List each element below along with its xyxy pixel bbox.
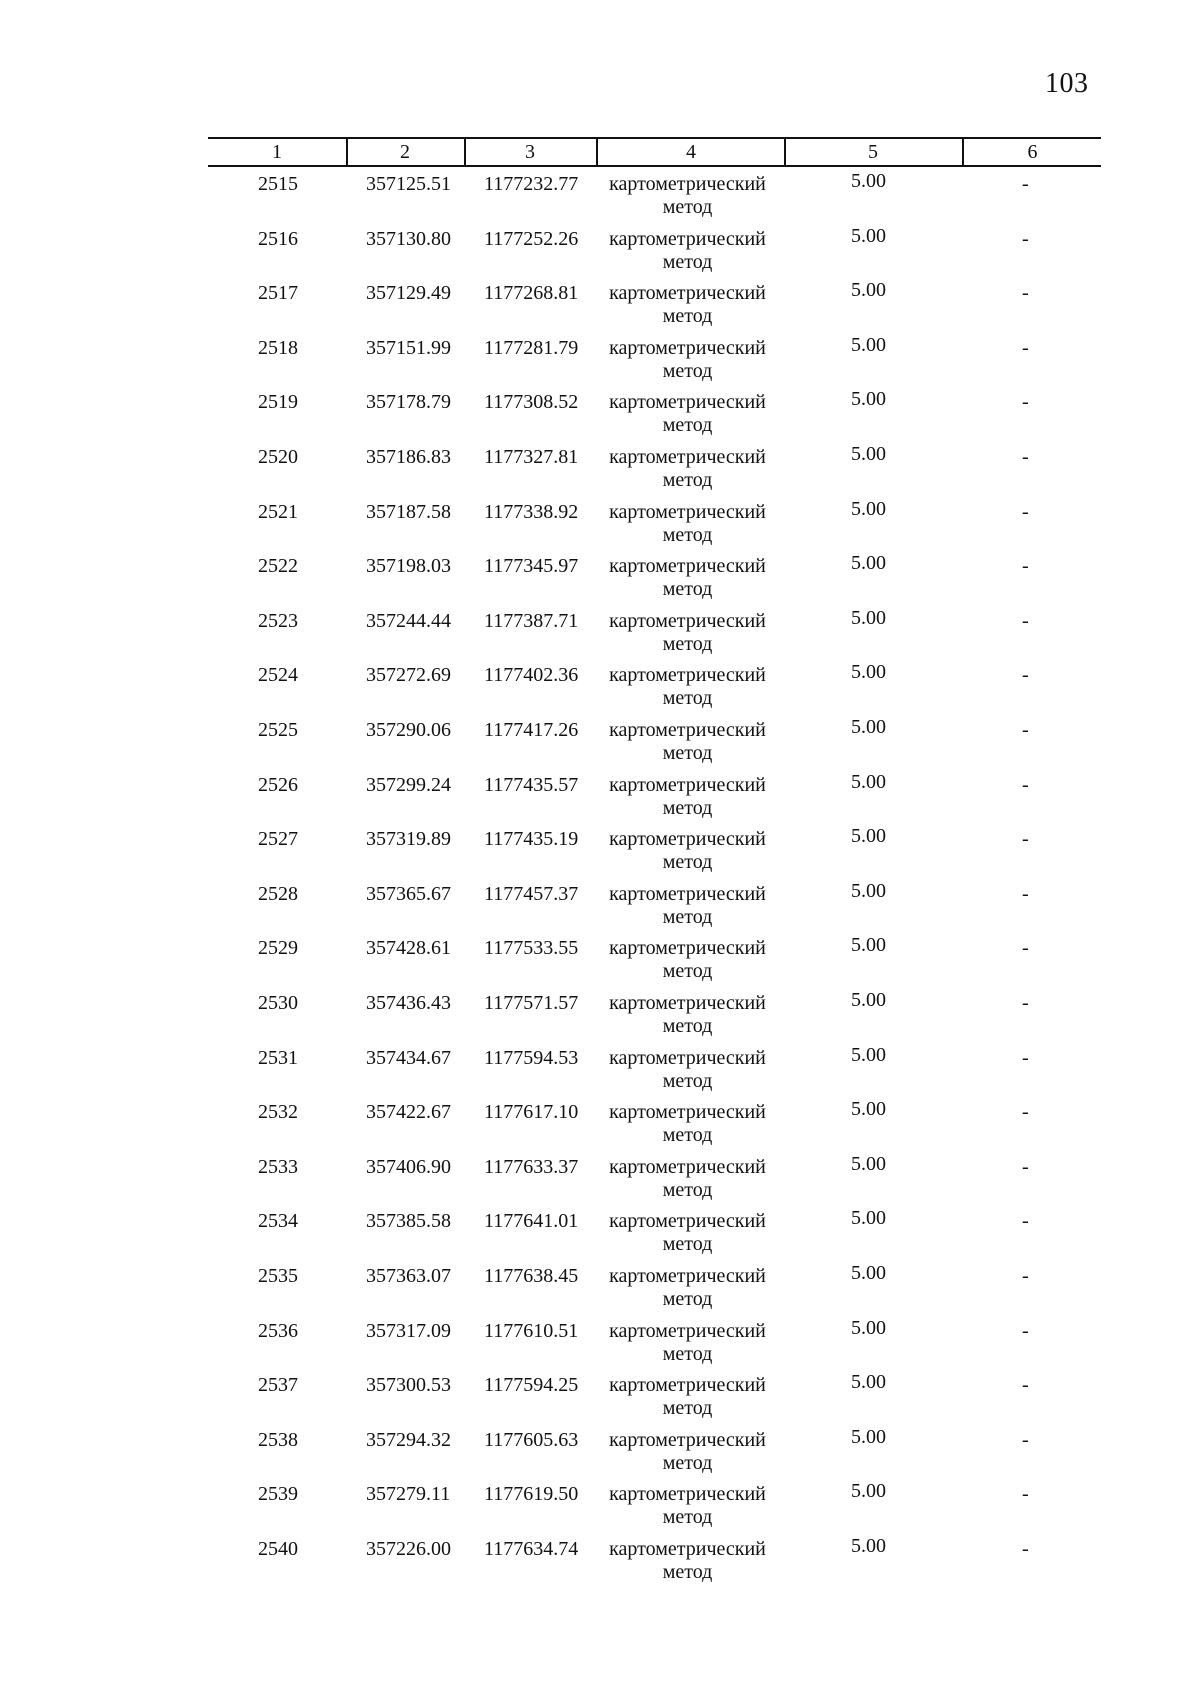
y-coordinate: 1177571.57	[484, 992, 579, 1014]
point-number: 2539	[258, 1483, 298, 1506]
x-coordinate: 357317.09	[366, 1319, 451, 1342]
table-row	[0, 333, 1200, 391]
y-coordinate: 1177308.52	[484, 391, 579, 414]
method-cell	[590, 446, 785, 492]
table-row	[0, 1425, 1200, 1483]
method-cell	[590, 937, 785, 983]
column-header-3: 3	[525, 141, 535, 163]
x-coordinate: 357272.69	[366, 664, 451, 687]
column-6-value: -	[1022, 609, 1029, 632]
table-row	[0, 1535, 1200, 1592]
column-6-value: -	[1022, 992, 1029, 1014]
column-header-1: 1	[272, 141, 282, 163]
column-6-value: -	[1022, 1265, 1029, 1287]
column-6-value: -	[1022, 555, 1029, 578]
method-line-2: метод	[662, 250, 713, 273]
method-cell	[590, 883, 785, 929]
point-number: 2520	[258, 446, 298, 468]
column-6-value: -	[1022, 1101, 1029, 1124]
method-line-1: картометрический	[609, 391, 766, 414]
method-line-1: картометрический	[609, 500, 766, 523]
x-coordinate: 357422.67	[366, 1101, 451, 1124]
accuracy-value: 5.00	[851, 279, 886, 302]
column-6-value: -	[1022, 446, 1029, 468]
method-line-2: метод	[662, 1288, 713, 1310]
column-6-value: -	[1022, 719, 1029, 741]
method-line-1: картометрический	[609, 609, 766, 632]
method-cell	[590, 1538, 785, 1584]
point-number: 2533	[258, 1155, 298, 1178]
method-line-2: метод	[662, 1233, 713, 1256]
column-6-value: -	[1022, 664, 1029, 687]
method-cell	[590, 1101, 785, 1147]
column-6-value: -	[1022, 1428, 1029, 1451]
y-coordinate: 1177252.26	[484, 227, 579, 250]
point-number: 2518	[258, 336, 298, 359]
method-line-1: картометрический	[609, 773, 766, 796]
table-row	[0, 279, 1200, 336]
y-coordinate: 1177638.45	[484, 1265, 579, 1287]
y-coordinate: 1177605.63	[484, 1428, 579, 1451]
x-coordinate: 357385.58	[366, 1210, 451, 1233]
table-row	[0, 770, 1200, 828]
table-row	[0, 443, 1200, 500]
column-6-value: -	[1022, 1046, 1029, 1069]
accuracy-value: 5.00	[851, 606, 886, 629]
method-line-1: картометрический	[609, 227, 766, 250]
page-number: 103	[1045, 68, 1089, 99]
table-row	[0, 1098, 1200, 1155]
table-row	[0, 1262, 1200, 1319]
method-cell	[590, 1483, 785, 1529]
column-6-value: -	[1022, 1374, 1029, 1397]
table-row	[0, 1043, 1200, 1101]
point-number: 2531	[258, 1046, 298, 1069]
method-line-2: метод	[662, 1397, 713, 1420]
method-line-2: метод	[662, 1069, 713, 1092]
method-line-1: картометрический	[609, 555, 766, 578]
y-coordinate: 1177594.25	[484, 1374, 579, 1397]
method-line-1: картометрический	[609, 937, 766, 960]
y-coordinate: 1177633.37	[484, 1155, 579, 1178]
method-line-1: картометрический	[609, 1319, 766, 1342]
accuracy-value: 5.00	[851, 1535, 886, 1557]
method-line-2: метод	[662, 851, 713, 874]
accuracy-value: 5.00	[851, 770, 886, 793]
method-line-1: картометрический	[609, 1101, 766, 1124]
y-coordinate: 1177594.53	[484, 1046, 579, 1069]
method-cell	[590, 1047, 785, 1093]
column-6-value: -	[1022, 773, 1029, 796]
y-coordinate: 1177634.74	[484, 1538, 579, 1560]
column-6-value: -	[1022, 173, 1029, 195]
method-line-2: метод	[662, 196, 713, 218]
method-line-1: картометрический	[609, 664, 766, 687]
x-coordinate: 357434.67	[366, 1046, 451, 1069]
y-coordinate: 1177232.77	[484, 173, 579, 195]
x-coordinate: 357299.24	[366, 773, 451, 796]
method-line-2: метод	[662, 523, 713, 546]
method-cell	[590, 282, 785, 328]
x-coordinate: 357186.83	[366, 446, 451, 468]
method-line-2: метод	[662, 632, 713, 655]
method-cell	[590, 992, 785, 1038]
x-coordinate: 357365.67	[366, 882, 451, 905]
method-cell	[590, 1429, 785, 1475]
point-number: 2532	[258, 1101, 298, 1124]
method-cell	[590, 173, 785, 219]
x-coordinate: 357178.79	[366, 391, 451, 414]
point-number: 2522	[258, 555, 298, 578]
method-cell	[590, 501, 785, 547]
x-coordinate: 357436.43	[366, 992, 451, 1014]
table-row	[0, 1152, 1200, 1210]
point-number: 2536	[258, 1319, 298, 1342]
accuracy-value: 5.00	[851, 1043, 886, 1066]
method-cell	[590, 337, 785, 383]
method-line-1: картометрический	[609, 1483, 766, 1506]
y-coordinate: 1177610.51	[484, 1319, 579, 1342]
method-cell	[590, 228, 785, 274]
method-line-2: метод	[662, 1342, 713, 1365]
method-line-1: картометрический	[609, 828, 766, 851]
accuracy-value: 5.00	[851, 552, 886, 575]
x-coordinate: 357125.51	[366, 173, 451, 195]
accuracy-value: 5.00	[851, 934, 886, 957]
y-coordinate: 1177387.71	[484, 609, 579, 632]
y-coordinate: 1177281.79	[484, 336, 579, 359]
point-number: 2527	[258, 828, 298, 851]
method-line-1: картометрический	[609, 1538, 766, 1560]
column-header-4: 4	[686, 141, 696, 163]
column-6-value: -	[1022, 391, 1029, 414]
method-line-1: картометрический	[609, 446, 766, 468]
accuracy-value: 5.00	[851, 333, 886, 356]
method-line-2: метод	[662, 1015, 713, 1037]
table-row	[0, 1480, 1200, 1537]
method-line-2: метод	[662, 414, 713, 437]
point-number: 2519	[258, 391, 298, 414]
accuracy-value: 5.00	[851, 224, 886, 247]
column-6-value: -	[1022, 1155, 1029, 1178]
method-line-2: метод	[662, 905, 713, 928]
accuracy-value: 5.00	[851, 716, 886, 738]
x-coordinate: 357151.99	[366, 336, 451, 359]
point-number: 2528	[258, 882, 298, 905]
method-line-1: картометрический	[609, 282, 766, 305]
column-header-6: 6	[1027, 141, 1038, 163]
y-coordinate: 1177402.36	[484, 664, 579, 687]
table-row	[0, 989, 1200, 1046]
column-6-value: -	[1022, 227, 1029, 250]
accuracy-value: 5.00	[851, 825, 886, 848]
y-coordinate: 1177417.26	[484, 719, 579, 741]
table-row	[0, 606, 1200, 664]
point-number: 2537	[258, 1374, 298, 1397]
method-cell	[590, 1374, 785, 1420]
x-coordinate: 357363.07	[366, 1265, 451, 1287]
accuracy-value: 5.00	[851, 1371, 886, 1394]
y-coordinate: 1177641.01	[484, 1210, 579, 1233]
accuracy-value: 5.00	[851, 443, 886, 465]
column-6-value: -	[1022, 1483, 1029, 1506]
method-line-2: метод	[662, 1451, 713, 1474]
accuracy-value: 5.00	[851, 661, 886, 684]
x-coordinate: 357300.53	[366, 1374, 451, 1397]
y-coordinate: 1177619.50	[484, 1483, 579, 1506]
table-row	[0, 879, 1200, 937]
method-line-1: картометрический	[609, 1155, 766, 1178]
column-6-value: -	[1022, 1210, 1029, 1233]
x-coordinate: 357406.90	[366, 1155, 451, 1178]
accuracy-value: 5.00	[851, 1480, 886, 1503]
accuracy-value: 5.00	[851, 170, 886, 192]
table-row	[0, 1316, 1200, 1374]
method-line-1: картометрический	[609, 1265, 766, 1287]
x-coordinate: 357279.11	[366, 1483, 451, 1506]
method-line-2: метод	[662, 687, 713, 710]
point-number: 2526	[258, 773, 298, 796]
method-line-2: метод	[662, 359, 713, 382]
point-number: 2524	[258, 664, 298, 687]
method-line-1: картометрический	[609, 882, 766, 905]
x-coordinate: 357187.58	[366, 500, 451, 523]
column-6-value: -	[1022, 336, 1029, 359]
method-line-2: метод	[662, 469, 713, 491]
method-cell	[590, 774, 785, 820]
table-header	[208, 137, 1101, 167]
method-line-1: картометрический	[609, 1428, 766, 1451]
table-row	[0, 934, 1200, 991]
column-6-value: -	[1022, 1538, 1029, 1560]
column-6-value: -	[1022, 1319, 1029, 1342]
point-number: 2521	[258, 500, 298, 523]
method-cell	[590, 664, 785, 710]
table-row	[0, 388, 1200, 445]
y-coordinate: 1177617.10	[484, 1101, 579, 1124]
point-number: 2516	[258, 227, 298, 250]
method-line-2: метод	[662, 1561, 713, 1583]
accuracy-value: 5.00	[851, 497, 886, 520]
column-6-value: -	[1022, 828, 1029, 851]
column-6-value: -	[1022, 937, 1029, 960]
column-header-5: 5	[868, 141, 878, 163]
method-line-1: картометрический	[609, 173, 766, 195]
method-cell	[590, 719, 785, 765]
accuracy-value: 5.00	[851, 1098, 886, 1121]
method-cell	[590, 1265, 785, 1311]
column-6-value: -	[1022, 882, 1029, 905]
table-row	[0, 825, 1200, 882]
table-row	[0, 661, 1200, 718]
method-line-2: метод	[662, 960, 713, 983]
point-number: 2529	[258, 937, 298, 960]
y-coordinate: 1177268.81	[484, 282, 579, 305]
method-line-1: картометрический	[609, 1210, 766, 1233]
method-line-1: картометрический	[609, 1046, 766, 1069]
point-number: 2517	[258, 282, 298, 305]
method-cell	[590, 1156, 785, 1202]
accuracy-value: 5.00	[851, 879, 886, 902]
x-coordinate: 357290.06	[366, 719, 451, 741]
x-coordinate: 357294.32	[366, 1428, 451, 1451]
method-cell	[590, 1210, 785, 1256]
table-row	[0, 716, 1200, 773]
accuracy-value: 5.00	[851, 989, 886, 1011]
table-row	[0, 497, 1200, 555]
method-line-2: метод	[662, 578, 713, 601]
x-coordinate: 357428.61	[366, 937, 451, 960]
y-coordinate: 1177457.37	[484, 882, 579, 905]
x-coordinate: 357226.00	[366, 1538, 451, 1560]
y-coordinate: 1177435.57	[484, 773, 579, 796]
y-coordinate: 1177327.81	[484, 446, 579, 468]
method-cell	[590, 610, 785, 656]
point-number: 2523	[258, 609, 298, 632]
accuracy-value: 5.00	[851, 388, 886, 411]
y-coordinate: 1177435.19	[484, 828, 579, 851]
table-row	[0, 170, 1200, 227]
accuracy-value: 5.00	[851, 1207, 886, 1230]
method-line-2: метод	[662, 742, 713, 764]
point-number: 2530	[258, 992, 298, 1014]
method-line-2: метод	[662, 1124, 713, 1147]
x-coordinate: 357130.80	[366, 227, 451, 250]
y-coordinate: 1177345.97	[484, 555, 579, 578]
method-cell	[590, 1320, 785, 1366]
point-number: 2540	[258, 1538, 298, 1560]
point-number: 2525	[258, 719, 298, 741]
x-coordinate: 357319.89	[366, 828, 451, 851]
x-coordinate: 357198.03	[366, 555, 451, 578]
x-coordinate: 357244.44	[366, 609, 451, 632]
accuracy-value: 5.00	[851, 1316, 886, 1339]
point-number: 2538	[258, 1428, 298, 1451]
y-coordinate: 1177533.55	[484, 937, 579, 960]
method-cell	[590, 391, 785, 437]
column-header-2: 2	[400, 141, 410, 163]
y-coordinate: 1177338.92	[484, 500, 579, 523]
method-line-1: картометрический	[609, 1374, 766, 1397]
point-number: 2515	[258, 173, 298, 195]
point-number: 2534	[258, 1210, 298, 1233]
x-coordinate: 357129.49	[366, 282, 451, 305]
method-line-2: метод	[662, 1178, 713, 1201]
method-line-1: картометрический	[609, 719, 766, 741]
method-cell	[590, 555, 785, 601]
accuracy-value: 5.00	[851, 1152, 886, 1175]
method-line-2: метод	[662, 796, 713, 819]
table-row	[0, 1371, 1200, 1428]
column-6-value: -	[1022, 282, 1029, 305]
table-row	[0, 1207, 1200, 1264]
method-line-1: картометрический	[609, 992, 766, 1014]
method-line-2: метод	[662, 1506, 713, 1529]
column-6-value: -	[1022, 500, 1029, 523]
method-cell	[590, 828, 785, 874]
table-row	[0, 224, 1200, 282]
accuracy-value: 5.00	[851, 1425, 886, 1448]
method-line-2: метод	[662, 305, 713, 328]
point-number: 2535	[258, 1265, 298, 1287]
method-line-1: картометрический	[609, 336, 766, 359]
accuracy-value: 5.00	[851, 1262, 886, 1284]
table-row	[0, 552, 1200, 609]
